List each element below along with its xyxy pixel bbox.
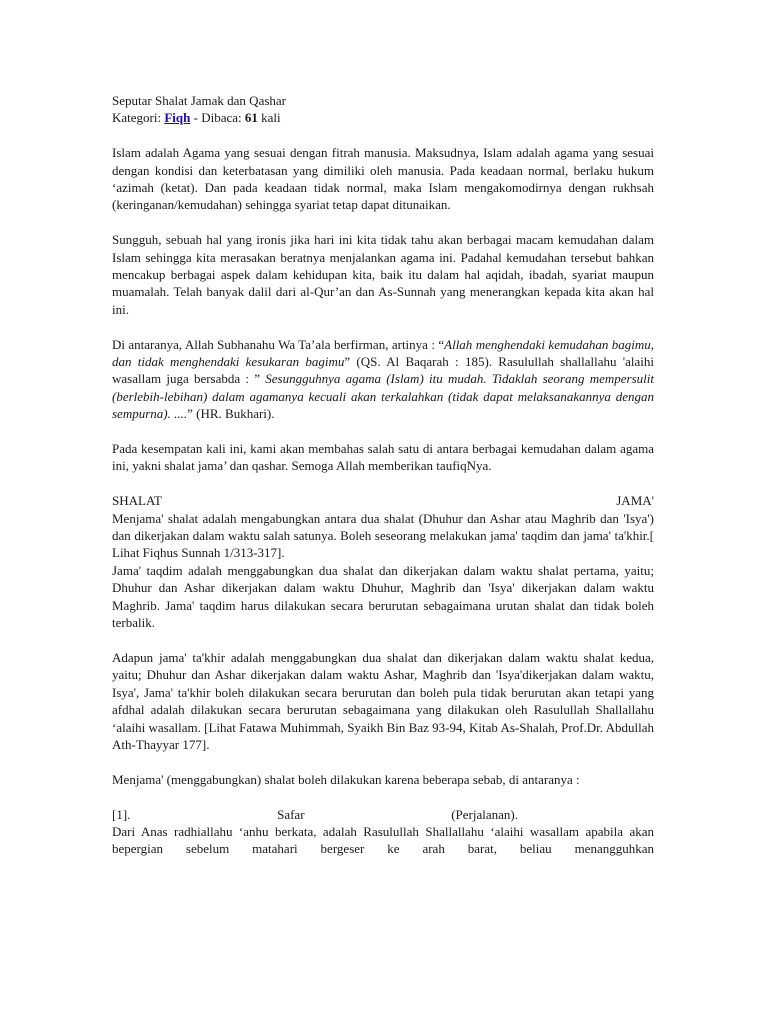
read-label: - Dibaca: [190,110,245,126]
list-item-name: Safar [277,806,305,822]
category-label: Kategori: [112,110,165,126]
section-heading-right: JAMA' [616,493,654,509]
article-meta [112,109,654,126]
paragraph-sebab: Menjama' (menggabungkan) shalat boleh dilakukan karena beberapa sebab, di antaranya : [112,771,580,787]
read-count: 61 [244,110,258,126]
dalil-text-e: ” (HR. Bukhari). [187,406,275,422]
paragraph-anas: Dari Anas radhiallahu ‘anhu berkata, adalah Rasulullah Shallallahu ‘alaihi wasallam apabila akan bepergian sebelum matahari bergeser ke arah barat, beliau menangguhkan [112,823,654,857]
article-title: Seputar Shalat Jamak dan Qashar [112,93,287,108]
list-item-number: [1]. [112,806,131,822]
document-page [112,92,654,858]
paragraph-kesempatan: Pada kesempatan kali ini, kami akan membahas salah satu di antara berbagai kemudahan dalam agama ini, yakni shalat jama’ dan qashar. Semoga Allah memberikan taufiqNya. [112,441,654,474]
category-link[interactable]: Fiqh [164,110,191,126]
paragraph-jama-takhir: Adapun jama' ta'khir adalah menggabungkan dua shalat dan dikerjakan dalam waktu shalat kedua, yaitu; Dhuhur dan Ashar dikerjakan dalam waktu Ashar, Maghrib dan 'Isya'dikerjakan dalam waktu, Isya', Jama' ta'khir boleh dilakukan secara berurutan dan boleh pula tidak berurutan akan tetapi yang afdhal adalah dilakukan secara berurutan sebagaimana yang dilakukan oleh Rasulullah Shallallahu ‘alaihi wasallam. [Lihat Fatawa Muhimmah, Syaikh Bin Baz 93-94, Kitab As-Shalah, Prof.Dr. Abdullah Ath-Thayyar 177]. [112,649,654,752]
section-heading [112,492,654,509]
paragraph-dalil [112,336,654,423]
paragraph-jama-definition: Menjama' shalat adalah mengabungkan antara dua shalat (Dhuhur dan Ashar atau Maghrib dan 'Isya') dan dikerjakan dalam waktu salah satunya. Boleh seseorang melakukan jama' taqdim dan jama' ta'khir.[ Lihat Fiqhus Sunnah 1/313-317]. [112,510,654,561]
dalil-text-a: Di antaranya, Allah Subhanahu Wa Ta’ala berfirman, artinya : “ [112,336,445,352]
section-heading-left: SHALAT [112,493,162,509]
quran-quote: Allah menghendaki kemudahan bagimu, dan tidak menghendaki kesukaran bagimu [112,336,655,370]
paragraph-jama-taqdim: Jama' taqdim adalah menggabungkan dua shalat dan dikerjakan dalam waktu shalat pertama, yaitu; Dhuhur dan Ashar dikerjakan dalam waktu Dhuhur, Maghrib dan 'Isya' dikerjakan dalam waktu Maghrib. Jama' taqdim harus dilakukan secara berurutan sebagaimana urutan shalat dan tidak boleh terbalik. [112,562,654,631]
list-item-safar [112,806,518,823]
paragraph-irony: Sungguh, sebuah hal yang ironis jika hari ini kita tidak tahu akan berbagai macam kemudahan dalam Islam sehingga kita merasakan beratnya menjalankan agama ini. Padahal kemudahan tersebut bahkan mencakup berbagai aspek dalam kehidupan kita, baik itu dalam hal aqidah, ibadah, syariat maupun muamalah. Telah banyak dalil dari al-Qur’an dan As-Sunnah yang menerangkan kepada kita akan hal ini. [112,232,654,317]
hadith-quote: Sesungguhnya agama (Islam) itu mudah. Tidaklah seorang mempersulit (berlebih-lebihan) dalam agamanya kecuali akan terkalahkan (tidak dapat melaksanakannya dengan sempurna). .... [112,371,655,422]
list-item-desc: (Perjalanan). [451,806,518,822]
dalil-text-c: ” (QS. Al Baqarah : 185). Rasulullah shallallahu 'alaihi wasallam juga bersabda : ” [112,354,654,387]
paragraph-intro: Islam adalah Agama yang sesuai dengan fitrah manusia. Maksudnya, Islam adalah agama yang sesuai dengan kondisi dan keterbatasan yang dimiliki oleh manusia. Pada keadaan normal, berlaku hukum ‘azimah (ketat). Dan pada keadaan tidak normal, maka Islam mengakomodirnya dengan rukhsah (keringanan/kemudahan) sehingga syariat tetap dapat ditunaikan. [112,145,654,213]
read-suffix: kali [257,110,281,126]
